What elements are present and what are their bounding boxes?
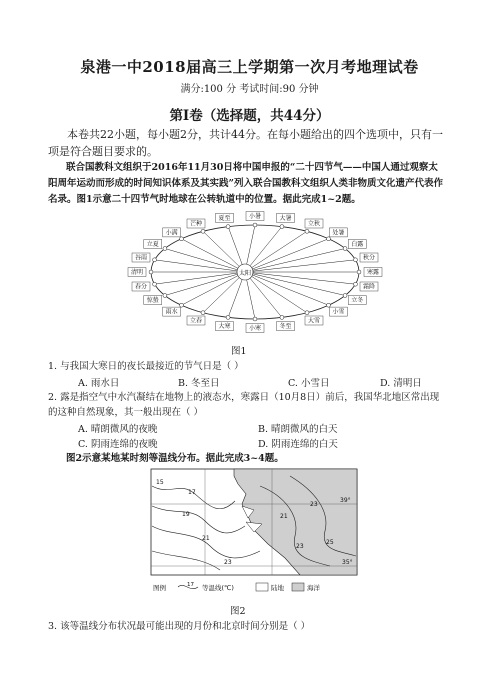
earth-position-dot <box>305 229 309 233</box>
earth-position-dot <box>305 311 309 315</box>
solar-term-label: 白露 <box>351 241 364 248</box>
isotherm-label: 21 <box>280 513 288 520</box>
q3-stem: 3. 该等温线分布状况最可能出现的月份和北京时间分别是（ ） <box>48 621 311 632</box>
solar-term-label: 立秋 <box>307 220 321 228</box>
orbit-ray <box>245 272 282 317</box>
solar-term-label: 小寒 <box>248 325 262 332</box>
lon-label-75 <box>266 466 277 467</box>
solar-term-label: 冬至 <box>279 323 292 331</box>
solar-term-label: 芒种 <box>189 220 203 228</box>
solar-term-label: 霜降 <box>362 283 376 291</box>
lat-label-35: 35° <box>342 559 353 566</box>
earth-position-dot <box>226 315 230 319</box>
q1-option-d: D. 清明日 <box>380 378 422 389</box>
earth-position-dot <box>354 258 358 262</box>
q1-option-c: C. 小雪日 <box>288 378 330 389</box>
earth-position-dot <box>354 282 358 286</box>
solar-term-label: 惊蛰 <box>146 297 159 304</box>
passage1-line3: 名录。图1示意二十四节气时地球在公转轨道中的位置。据此完成1~2题。 <box>48 194 361 205</box>
orbit-ray <box>245 260 356 272</box>
solar-term-label: 夏至 <box>218 214 231 222</box>
solar-term-label: 立冬 <box>351 297 364 304</box>
earth-position-dot <box>163 247 167 251</box>
solar-term-label: 清明 <box>130 269 144 276</box>
solar-term-label: 处暑 <box>332 229 345 237</box>
orbit-ray <box>182 239 246 272</box>
earth-position-dot <box>327 237 331 241</box>
earth-position-dot <box>327 303 331 307</box>
orbit-ray <box>245 231 307 272</box>
q2-stem-line1: 2. 露是指空气中水汽凝结在地物上的液态水，寒露日（10月8日）前后，我国华北地区常出现 <box>48 392 440 403</box>
solar-term-label: 大寒 <box>218 323 231 331</box>
passage2-text: 图2示意某地某时刻等温线分布。据此完成3~4题。 <box>66 453 284 464</box>
legend-isotherm-label: 等温线(℃) <box>202 584 234 592</box>
q2-option-d: D. 阴雨连绵的白天 <box>258 439 338 450</box>
solar-term-label: 小暑 <box>248 213 262 220</box>
earth-position-dot <box>153 258 157 262</box>
legend-ocean-swatch <box>292 583 304 591</box>
earth-position-dot <box>253 223 257 227</box>
solar-term-label: 谷雨 <box>134 254 148 262</box>
section-intro-line1: 本卷共22小题，每小题2分，共计44分。在每小题给出的四个选项中，只有一 <box>67 128 443 141</box>
solar-term-label: 寒露 <box>366 269 380 276</box>
isotherm-label: 23 <box>310 501 318 508</box>
legend-prefix: 图例 <box>153 584 166 592</box>
isotherm-label: 15 <box>156 479 164 486</box>
orbit-ray <box>155 272 246 284</box>
lat-label-39: 39° <box>340 497 351 504</box>
earth-position-dot <box>280 225 284 229</box>
q1-option-a: A. 雨水日 <box>78 378 120 389</box>
orbit-ray <box>155 260 246 272</box>
earth-position-dot <box>343 294 347 298</box>
earth-position-dot <box>201 311 205 315</box>
figure1-caption: 图1 <box>231 346 247 357</box>
earth-position-dot <box>180 237 184 241</box>
legend-ocean-label: 海洋 <box>307 584 320 592</box>
legend-land-label: 陆地 <box>271 584 284 592</box>
earth-position-dot <box>153 282 157 286</box>
orbit-ray <box>182 272 246 305</box>
solar-term-label: 春分 <box>134 283 148 291</box>
earth-position-dot <box>163 294 167 298</box>
isotherm-label: 17 <box>188 489 196 496</box>
earth-position-dot <box>201 229 205 233</box>
orbit-ray <box>245 227 282 272</box>
isotherm-label: 21 <box>202 535 210 542</box>
q2-stem-line2: 的这种自然现象，其一般出现在（ ） <box>48 407 204 418</box>
q1-stem: 1. 与我国大寒日的夜长最接近的节气日是（ ） <box>48 361 244 372</box>
q1-option-b: B. 冬至日 <box>178 378 220 389</box>
figure2-legend <box>153 582 321 592</box>
isotherm-label: 25 <box>326 539 334 546</box>
exam-subtitle: 满分:100 分 考试时间:90 分钟 <box>180 84 319 95</box>
exam-title: 泉港一中2018届高三上学期第一次月考地理试卷 <box>80 58 419 76</box>
solar-term-label: 大暑 <box>279 214 292 222</box>
isotherm-label: 23 <box>296 543 304 550</box>
legend-land-swatch <box>256 583 268 591</box>
q2-option-c: C. 阴雨连绵的夜晚 <box>78 439 158 450</box>
section-intro-line2: 项是符合题目要求的。 <box>48 145 158 158</box>
earth-position-dot <box>226 225 230 229</box>
legend-isotherm-value: 17 <box>187 582 194 588</box>
section-title: 第Ⅰ卷（选择题，共44分） <box>169 108 330 124</box>
q2-option-b: B. 晴朗微风的白天 <box>258 424 338 435</box>
orbit-ray <box>245 272 356 284</box>
q2-option-a: A. 晴朗微风的夜晚 <box>78 424 158 435</box>
figure2-caption: 图2 <box>230 606 246 617</box>
solar-term-label: 雨水 <box>165 308 178 316</box>
earth-position-dot <box>149 270 153 274</box>
orbit-ray <box>245 272 307 313</box>
figure2-isotherm-map <box>150 466 362 600</box>
solar-term-label: 小满 <box>165 229 178 237</box>
earth-position-dot <box>280 315 284 319</box>
solar-term-label: 秋分 <box>362 254 376 262</box>
solar-term-label: 小雪 <box>332 308 345 316</box>
earth-position-dot <box>357 270 361 274</box>
sun-label: 太阳 <box>238 270 252 277</box>
earth-position-dot <box>253 317 257 321</box>
solar-term-label: 立夏 <box>146 241 159 248</box>
lon-label-80 <box>208 466 219 467</box>
earth-position-dot <box>343 247 347 251</box>
passage1-line1: 联合国教科文组织于2016年11月30日将中国申报的“二十四节气——中国人通过观察太 <box>66 162 438 173</box>
solar-term-label: 大雪 <box>307 317 321 325</box>
isotherm-label: 23 <box>224 559 232 566</box>
earth-position-dot <box>180 303 184 307</box>
solar-term-label: 立春 <box>189 317 203 325</box>
figure1-orbit-diagram <box>126 208 390 340</box>
passage1-line2: 阳周年运动而形成的时间知识体系及其实践”列入联合国教科文组织人类非物质文化遗产代表作 <box>48 178 443 189</box>
isotherm-label: 19 <box>182 511 190 518</box>
